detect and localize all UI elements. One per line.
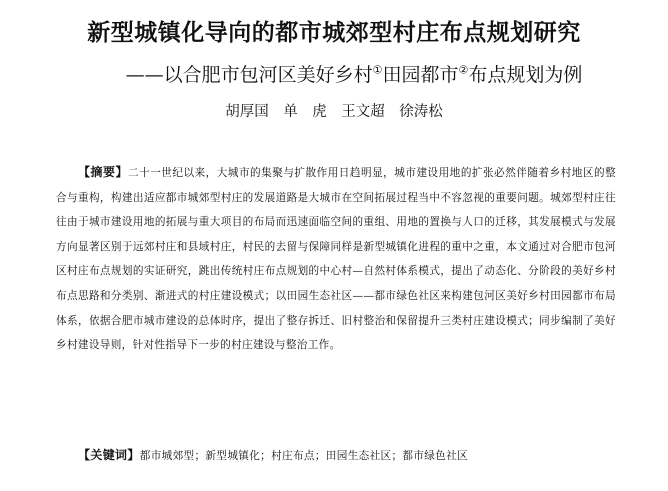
- keywords: [78, 446, 618, 463]
- footnote-marker-1: ①: [372, 63, 383, 77]
- abstract-text: 二十一世纪以来，大城市的集聚与扩散作用日趋明显，城市建设用地的扩张必然伴随着乡村地区的整合与重构，构建出适应都市城郊型村庄的发展道路是大城市在空间拓展过程当中不容忽视的重要问题。城郊型村庄往往由于城市建设用地的拓展与重大项目的布局而迅速面临空间的重组、用地的置换与人口的迁移，其发展模式与发展方向显著区别于远郊村庄和县域村庄，村民的去留与保障同样是新型城镇化进程的重中之重，本文通过对合肥市包河区村庄布点规划的实证研究，跳出传统村庄布点规划的中心村—自然村体系模式，提出了动态化、分阶段的美好乡村布点思路和分类别、渐进式的村庄建设模式；以田园生态社区——都市绿色社区来构建包河区美好乡村田园都市布局体系，依据合肥市城市建设的总体时序，提出了整存拆迁、旧村整治和保留提升三类村庄建设模式；同步编制了美好乡村建设导则，针对性指导下一步的村庄建设与整治工作。: [56, 167, 616, 352]
- author-list: 胡厚国 单 虎 王文超 徐涛松: [225, 104, 443, 120]
- keywords-text: 都市城郊型；新型城镇化；村庄布点；田园生态社区；都市绿色社区: [139, 450, 469, 462]
- subtitle-prefix: ——以合肥市包河区美好乡村: [125, 64, 373, 86]
- keywords-label: 【关键词】: [78, 448, 140, 462]
- abstract: [56, 160, 616, 358]
- abstract-label: 【摘要】: [78, 165, 129, 179]
- paper-title: 新型城镇化导向的都市城郊型村庄布点规划研究: [87, 20, 581, 46]
- subtitle-mid: 田园都市: [382, 64, 459, 86]
- subtitle-suffix: 布点规划为例: [468, 64, 583, 86]
- footnote-marker-2: ②: [458, 63, 469, 77]
- paper-subtitle: [0, 60, 668, 87]
